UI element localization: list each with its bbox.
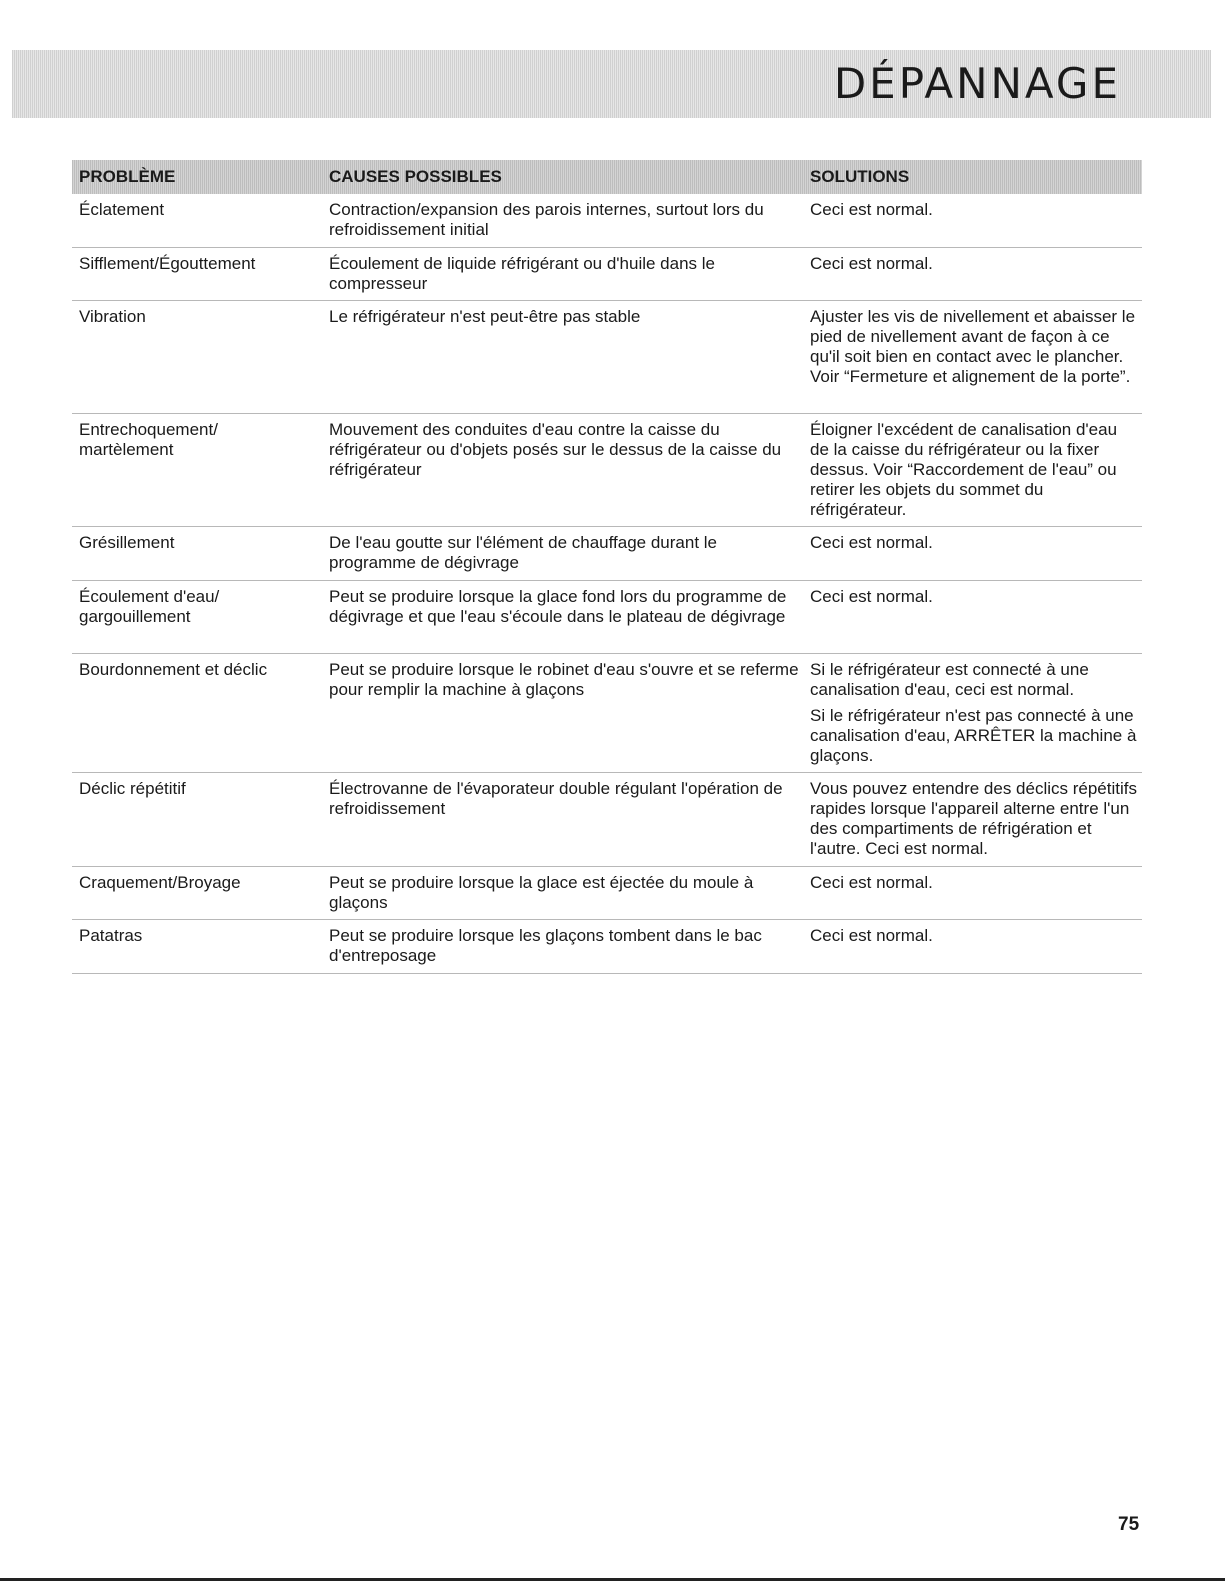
problem-cell: Bourdonnement et déclic [79, 660, 268, 679]
table-row [72, 773, 1142, 867]
solution-cell [810, 307, 1140, 387]
solution-cell [810, 660, 1140, 766]
solution-text: Ajuster les vis de nivellement et abaisser le pied de nivellement avant de façon à ce qu'il soit bien en contact avec le plancher. Voir “Fermeture et alignement de la porte”. [810, 307, 1136, 386]
bottom-divider [0, 1578, 1225, 1581]
solution-text: Ceci est normal. [810, 200, 933, 219]
solution-text: Éloigner l'excédent de canalisation d'eau de la caisse du réfrigérateur ou la fixer dessus. Voir “Raccordement de l'eau” ou retirer les objets du sommet du réfrigérateur. [810, 420, 1118, 519]
cause-cell: Le réfrigérateur n'est peut-être pas stable [329, 307, 641, 326]
solution-text: Ceci est normal. [810, 926, 933, 945]
solution-cell [810, 200, 1140, 220]
page-number: 75 [1118, 1514, 1140, 1535]
column-header-solutions: SOLUTIONS [810, 167, 910, 186]
problem-cell: Sifflement/Égouttement [79, 254, 256, 273]
solution-cell [810, 254, 1140, 274]
cause-cell: Peut se produire lorsque les glaçons tombent dans le bac d'entreposage [329, 926, 762, 965]
solution-cell [810, 873, 1140, 893]
table-row [72, 414, 1142, 527]
solution-cell [810, 587, 1140, 607]
problem-cell: Éclatement [79, 200, 165, 219]
problem-cell: Craquement/Broyage [79, 873, 241, 892]
solution-text-secondary: Si le réfrigérateur n'est pas connecté à une canalisation d'eau, ARRÊTER la machine à glaçons. [810, 706, 1137, 765]
solution-cell [810, 779, 1140, 859]
section-banner [12, 50, 1211, 118]
problem-cell: Grésillement [79, 533, 175, 552]
cause-cell: De l'eau goutte sur l'élément de chauffage durant le programme de dégivrage [329, 533, 717, 572]
problem-cell: Entrechoquement/ martèlement [79, 420, 218, 459]
table-row [72, 867, 1142, 920]
cause-cell: Peut se produire lorsque la glace fond lors du programme de dégivrage et que l'eau s'écoule dans le plateau de dégivrage [329, 587, 787, 626]
solution-text: Ceci est normal. [810, 533, 933, 552]
cause-cell: Électrovanne de l'évaporateur double régulant l'opération de refroidissement [329, 779, 783, 818]
table-row [72, 920, 1142, 974]
column-header-causes: CAUSES POSSIBLES [329, 167, 502, 186]
cause-cell: Contraction/expansion des parois internes, surtout lors du refroidissement initial [329, 200, 764, 239]
problem-cell: Déclic répétitif [79, 779, 186, 798]
cause-cell: Peut se produire lorsque la glace est éjectée du moule à glaçons [329, 873, 754, 912]
table-row [72, 194, 1142, 248]
cause-cell: Mouvement des conduites d'eau contre la caisse du réfrigérateur ou d'objets posés sur le dessus de la caisse du réfrigérateur [329, 420, 782, 479]
table-row [72, 248, 1142, 301]
solution-text: Ceci est normal. [810, 254, 933, 273]
table-row [72, 301, 1142, 414]
solution-text: Si le réfrigérateur est connecté à une canalisation d'eau, ceci est normal. [810, 660, 1089, 699]
column-header-problem: PROBLÈME [79, 167, 176, 186]
solution-text: Ceci est normal. [810, 873, 933, 892]
table-header [72, 160, 1142, 194]
troubleshooting-table [72, 160, 1142, 974]
solution-cell [810, 533, 1140, 553]
solution-text: Vous pouvez entendre des déclics répétitifs rapides lorsque l'appareil alterne entre l'un des compartiments de réfrigération et l'autre. Ceci est normal. [810, 779, 1137, 858]
cause-cell: Peut se produire lorsque le robinet d'eau s'ouvre et se referme pour remplir la machine à glaçons [329, 660, 799, 699]
problem-cell: Patatras [79, 926, 143, 945]
page-title: DÉPANNAGE [833, 59, 1121, 108]
solution-text: Ceci est normal. [810, 587, 933, 606]
problem-cell: Vibration [79, 307, 146, 326]
solution-cell [810, 420, 1140, 520]
table-row [72, 581, 1142, 654]
table-row [72, 527, 1142, 581]
table-row [72, 654, 1142, 773]
problem-cell: Écoulement d'eau/ gargouillement [79, 587, 220, 626]
cause-cell: Écoulement de liquide réfrigérant ou d'huile dans le compresseur [329, 254, 715, 293]
solution-cell [810, 926, 1140, 946]
